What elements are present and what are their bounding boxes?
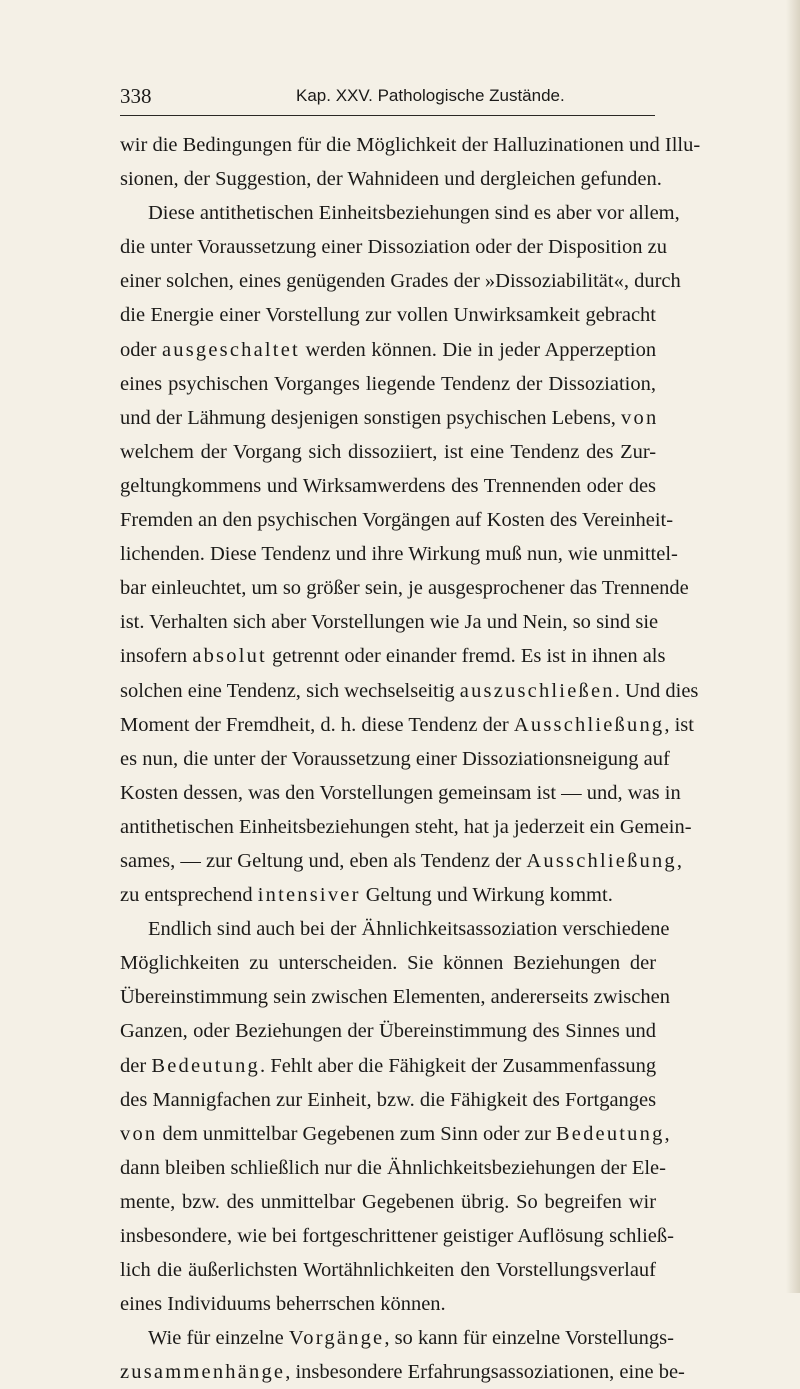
text-line: dann bleiben schließlich nur die Ähnlichkeitsbeziehungen der Ele- xyxy=(120,1156,666,1179)
text-line: mente, bzw. des unmittelbar Gegebenen übrig. So begreifen wir xyxy=(120,1190,657,1213)
text-line: solchen eine Tendenz, sich wechselseitig auszuschließen. Und dies xyxy=(120,679,699,702)
running-head: Kap. XXV. Pathologische Zustände. xyxy=(296,86,565,105)
text-line: Fremden an den psychischen Vorgängen auf Kosten des Vereinheit- xyxy=(120,509,674,532)
header-rule xyxy=(120,115,655,116)
text-line: zusammenhänge, insbesondere Erfahrungsassoziationen, eine be- xyxy=(120,1361,685,1384)
text-line: oder ausgeschaltet werden können. Die in jeder Apperzeption xyxy=(120,338,657,361)
page-header xyxy=(120,84,630,114)
text-line: lichenden. Diese Tendenz und ihre Wirkung muß nun, wie unmittel- xyxy=(120,543,678,566)
text-line: ist. Verhalten sich aber Vorstellungen wie Ja und Nein, so sind sie xyxy=(120,611,659,634)
text-line: wir die Bedingungen für die Möglichkeit der Halluzinationen und Illu- xyxy=(120,134,701,156)
text-line: insbesondere, wie bei fortgeschrittener geistiger Auflösung schließ- xyxy=(120,1225,674,1247)
text-line: Übereinstimmung sein zwischen Elementen, andererseits zwischen xyxy=(120,986,670,1009)
text-line: Diese antithetischen Einheitsbeziehungen sind es aber vor allem, xyxy=(148,202,680,225)
text-line: die Energie einer Vorstellung zur vollen Unwirksamkeit gebracht xyxy=(120,304,657,327)
text-line: es nun, die unter der Voraussetzung einer Dissoziationsneigung auf xyxy=(120,747,670,770)
text-line: geltungkommens und Wirksamwerdens des Trennenden oder des xyxy=(120,474,657,497)
text-line: sames, — zur Geltung und, eben als Tendenz der Ausschließung, xyxy=(120,849,682,872)
text-line: von dem unmittelbar Gegebenen zum Sinn oder zur Bedeutung, xyxy=(120,1122,670,1145)
page-number: 338 xyxy=(120,84,152,108)
text-line: insofern absolut getrennt oder einander fremd. Es ist in ihnen als xyxy=(120,645,666,668)
text-line: welchem der Vorgang sich dissoziiert, ist eine Tendenz des Zur- xyxy=(120,440,657,463)
body-text xyxy=(120,128,701,1389)
text-line: einer solchen, eines genügenden Grades der »Dissoziabilität«, durch xyxy=(120,270,681,293)
text-line: Wie für einzelne Vorgänge, so kann für einzelne Vorstellungs- xyxy=(148,1327,674,1350)
text-line: Ganzen, oder Beziehungen der Übereinstimmung des Sinnes und xyxy=(120,1020,657,1043)
text-line: des Mannigfachen zur Einheit, bzw. die Fähigkeit des Fortganges xyxy=(120,1088,657,1111)
text-line: lich die äußerlichsten Wortähnlichkeiten den Vorstellungsverlauf xyxy=(120,1259,656,1282)
text-line: Moment der Fremdheit, d. h. diese Tendenz der Ausschließung, ist xyxy=(120,713,694,736)
text-line: antithetischen Einheitsbeziehungen steht, hat ja jederzeit ein Gemein- xyxy=(120,815,692,838)
text-line: bar einleuchtet, um so größer sein, je ausgesprochener das Trennende xyxy=(120,577,689,600)
text-line: die unter Voraussetzung einer Dissoziation oder der Disposition zu xyxy=(120,236,668,259)
text-line: zu entsprechend intensiver Geltung und Wirkung kommt. xyxy=(120,884,613,907)
page-edge-shadow xyxy=(786,0,800,1293)
text-line: der Bedeutung. Fehlt aber die Fähigkeit der Zusammenfassung xyxy=(120,1054,657,1077)
text-line: sionen, der Suggestion, der Wahnideen und dergleichen gefunden. xyxy=(120,168,662,191)
text-line: und der Lähmung desjenigen sonstigen psychischen Lebens, von xyxy=(120,406,659,429)
text-line: Möglichkeiten zu unterscheiden. Sie können Beziehungen der xyxy=(120,952,657,975)
text-line: Kosten dessen, was den Vorstellungen gemeinsam ist — und, was in xyxy=(120,781,681,804)
text-line: eines Individuums beherrschen können. xyxy=(120,1293,446,1316)
text-line: Endlich sind auch bei der Ähnlichkeitsassoziation verschiedene xyxy=(148,918,670,941)
text-line: eines psychischen Vorganges liegende Tendenz der Dissoziation, xyxy=(120,372,656,395)
